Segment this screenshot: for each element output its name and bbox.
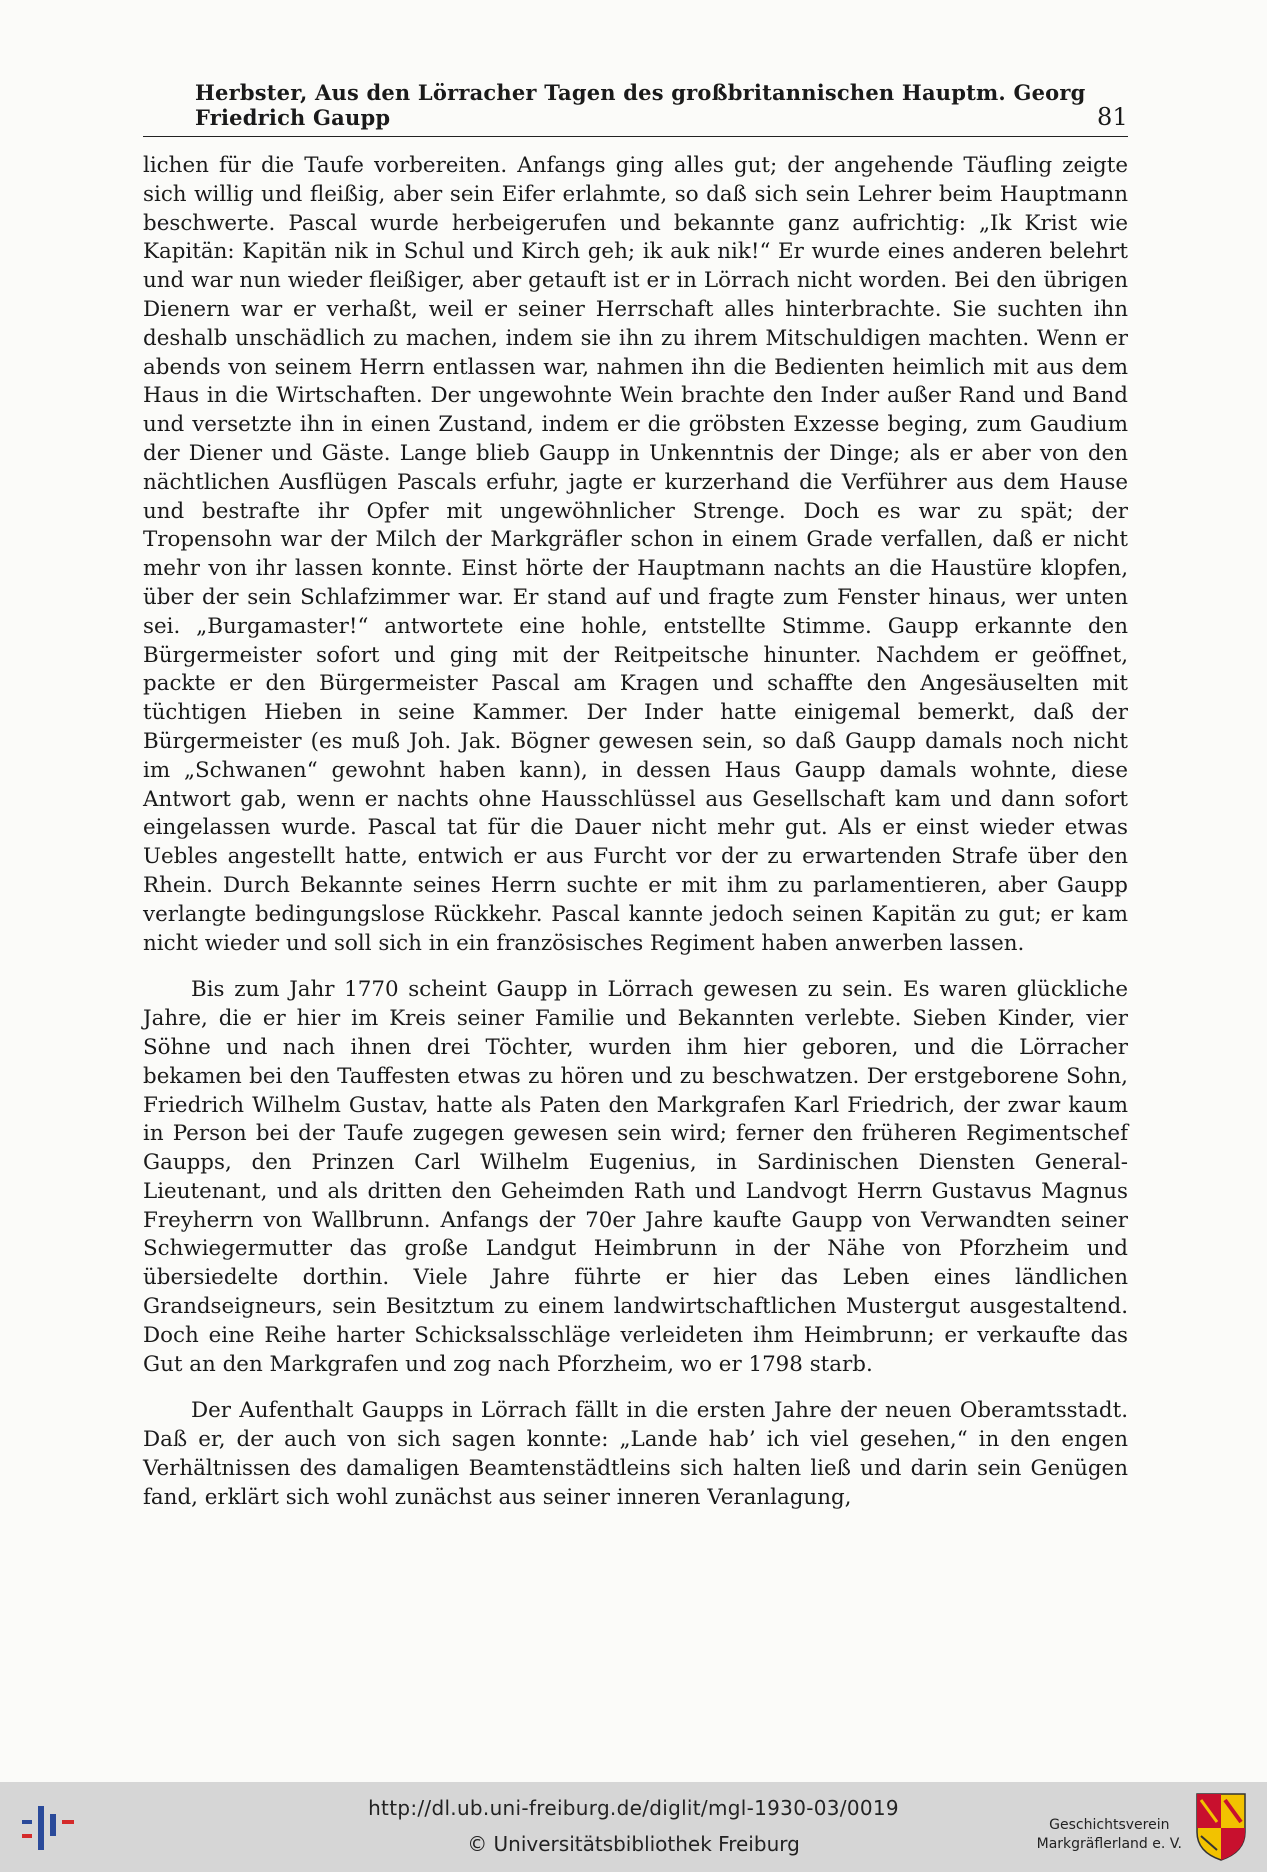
society-line: Geschichtsverein <box>1049 1817 1170 1833</box>
body-text <box>143 152 1128 1513</box>
running-title: Herbster, Aus den Lörracher Tagen des großbritannischen Hauptm. Georg Friedrich Gaupp <box>195 80 1086 130</box>
document-url[interactable]: http://dl.ub.uni-freiburg.de/diglit/mgl-1930-03/0019 <box>368 1796 899 1820</box>
paragraph: Der Aufenthalt Gaupps in Lörrach fällt in die ersten Jahre der neuen Oberamtsstadt. Daß er, der auch von sich sagen konnte: „Lande hab’ ich viel gesehen,“ in den engen Verhältnissen des damaligen Beamtenstädtleins sich halten ließ und darin sein Genügen fand, erklärt sich wohl zunächst aus seiner inneren Veranlagung, <box>143 1398 1128 1510</box>
paragraph: Bis zum Jahr 1770 scheint Gaupp in Lörrach gewesen zu sein. Es waren glückliche Jahre, die er hier im Kreis seiner Familie und Bekannten verlebte. Sieben Kinder, vier Söhne und nach ihnen drei Töchter, wurden ihm hier geboren, und die Lörracher bekamen bei den Tauffesten etwas zu hören und zu beschwatzen. Der erstgeborene Sohn, Friedrich Wilhelm Gustav, hatte als Paten den Markgrafen Karl Friedrich, der zwar kaum in Person bei der Taufe zugegen gewesen sein wird; ferner den früheren Regimentschef Gaupps, den Prinzen Carl Wilhelm Eugenius, in Sardinischen Diensten General-Lieutenant, und als dritten den Geheimden Rath und Landvogt Herrn Gustavus Magnus Freyherrn von Wallbrunn. Anfangs der 70er Jahre kaufte Gaupp von Verwandten seiner Schwiegermutter das große Landgut Heimbrunn in der Nähe von Pforzheim und übersiedelte dorthin. Viele Jahre führte er hier das Leben eines ländlichen Grandseigneurs, sein Besitztum zu einem landwirtschaftlichen Mustergut ausgestaltend. Doch eine Reihe harter Schicksalsschläge verleideten ihm Heimbrunn; er verkaufte das Gut an den Markgrafen und zog nach Pforzheim, wo er 1798 starb. <box>143 977 1128 1377</box>
page-number: 81 <box>1097 103 1128 131</box>
society-name <box>1037 1816 1182 1854</box>
society-line: Markgräflerland e. V. <box>1036 1836 1182 1852</box>
running-header <box>143 80 1128 137</box>
coat-of-arms-icon <box>1195 1792 1247 1862</box>
footer-bar <box>0 1782 1267 1872</box>
copyright-notice: © Universitätsbibliothek Freiburg <box>467 1832 800 1856</box>
paragraph: lichen für die Taufe vorbereiten. Anfangs ging alles gut; der angehende Täufling zeigte sich willig und fleißig, aber sein Eifer erlahmte, so daß sich sein Lehrer beim Hauptmann beschwerte. Pascal wurde herbeigerufen und bekannte ganz aufrichtig: „Ik Krist wie Kapitän: Kapitän nik in Schul und Kirch geh; ik auk nik!“ Er wurde eines anderen belehrt und war nun wieder fleißiger, aber getauft ist er in Lörrach nicht worden. Bei den übrigen Dienern war er verhaßt, weil er seiner Herrschaft alles hinterbrachte. Sie suchten ihn deshalb unschädlich zu machen, indem sie ihn zu ihrem Mitschuldigen machten. Wenn er abends von seinem Herrn entlassen war, nahmen ihn die Bedienten heimlich mit aus dem Haus in die Wirtschaften. Der ungewohnte Wein brachte den Inder außer Rand und Band und versetzte ihn in einen Zustand, indem er die gröbsten Exzesse beging, zum Gaudium der Diener und Gäste. Lange blieb Gaupp in Unkenntnis der Dinge; als er aber von den nächtlichen Ausflügen Pascals erfuhr, jagte er kurzerhand die Verführer aus dem Hause und bestrafte ihr Opfer mit ungewöhnlicher Strenge. Doch es war zu spät; der Tropensohn war der Milch der Markgräfler schon in einem Grade verfallen, daß er nicht mehr von ihr lassen konnte. Einst hörte der Hauptmann nachts an die Haustüre klopfen, über der sein Schlafzimmer war. Er stand auf und fragte zum Fenster hinaus, wer unten sei. „Burgamaster!“ antwortete eine hohle, entstellte Stimme. Gaupp erkannte den Bürgermeister sofort und ging mit der Reitpeitsche hinunter. Nachdem er geöffnet, packte er den Bürgermeister Pascal am Kragen und schaffte den Angesäuselten mit tüchtigen Hieben in seine Kammer. Der Inder hatte einigemal bemerkt, daß der Bürgermeister (es muß Joh. Jak. Bögner gewesen sein, so daß Gaupp damals noch nicht im „Schwanen“ gewohnt haben kann), in dessen Haus Gaupp damals wohnte, diese Antwort gab, wenn er nachts ohne Hausschlüssel aus Gesellschaft kam und dann sofort eingelassen wurde. Pascal tat für die Dauer nicht mehr gut. Als er einst wieder etwas Uebles angestellt hatte, entwich er aus Furcht vor der zu erwartenden Strafe über den Rhein. Durch Bekannte seines Herrn suchte er mit ihm zu parlamentieren, aber Gaupp verlangte bedingungslose Rückkehr. Pascal kannte jedoch seinen Kapitän zu gut; er kam nicht wieder und soll sich in ein französisches Regiment haben anwerben lassen. <box>143 153 1128 956</box>
